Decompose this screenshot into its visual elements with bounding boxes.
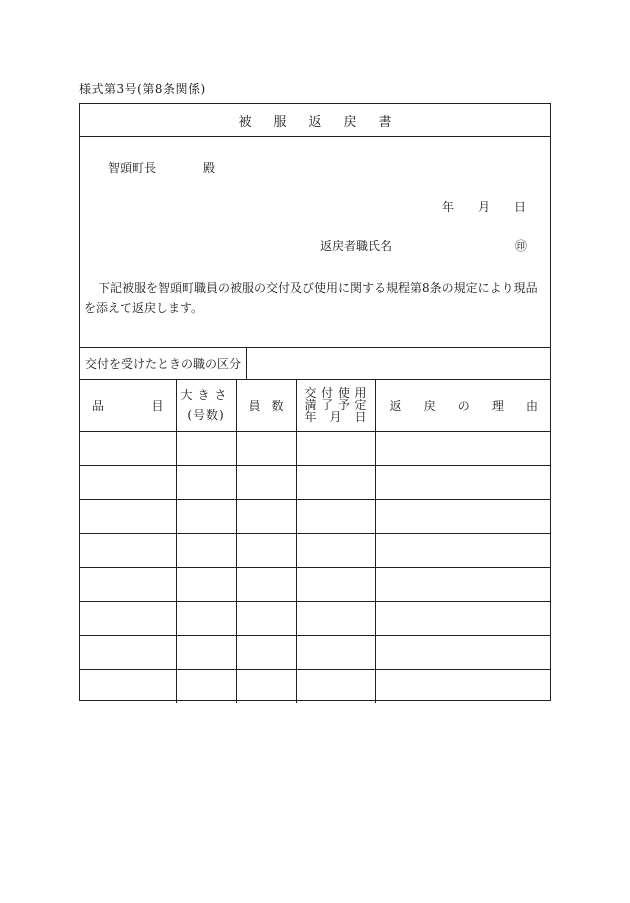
table-row <box>80 568 550 602</box>
cell-count[interactable] <box>236 432 296 466</box>
header-size: 大きさ (号数) <box>176 379 236 432</box>
cell-count[interactable] <box>236 602 296 636</box>
table-row <box>80 602 550 636</box>
job-class-row <box>80 347 550 380</box>
addressee-name: 智頭町長 <box>108 161 157 175</box>
cell-size[interactable] <box>176 670 236 704</box>
cell-reason[interactable] <box>375 670 550 704</box>
cell-reason[interactable] <box>375 432 550 466</box>
cell-count[interactable] <box>236 500 296 534</box>
cell-usage-end-date[interactable] <box>296 568 375 602</box>
cell-reason[interactable] <box>375 568 550 602</box>
form-number-label: 様式第3号(第8条関係) <box>79 82 206 96</box>
cell-usage-end-date[interactable] <box>296 466 375 500</box>
header-item: 品 目 <box>80 379 176 432</box>
form-frame <box>79 103 551 701</box>
cell-item[interactable] <box>80 602 176 636</box>
cell-item[interactable] <box>80 432 176 466</box>
cell-reason[interactable] <box>375 466 550 500</box>
cell-usage-end-date[interactable] <box>296 432 375 466</box>
table-header-row <box>80 379 550 432</box>
cell-size[interactable] <box>176 432 236 466</box>
cell-size[interactable] <box>176 568 236 602</box>
cell-usage-end-date[interactable] <box>296 602 375 636</box>
cell-usage-end-date[interactable] <box>296 534 375 568</box>
cell-item[interactable] <box>80 534 176 568</box>
cell-reason[interactable] <box>375 534 550 568</box>
seal-mark: ㊞ <box>514 239 527 253</box>
cell-count[interactable] <box>236 568 296 602</box>
addressee <box>108 159 215 176</box>
cell-count[interactable] <box>236 636 296 670</box>
cell-reason[interactable] <box>375 500 550 534</box>
cell-size[interactable] <box>176 602 236 636</box>
header-return-reason: 返 戻 の 理 由 <box>375 379 550 432</box>
job-class-label: 交付を受けたときの職の区分 <box>80 348 247 379</box>
returner-name-label: 返戻者職氏名 <box>320 239 393 253</box>
cell-size[interactable] <box>176 534 236 568</box>
body-text: 下記被服を智頭町職員の被服の交付及び使用に関する規程第8条の規定により現品を添えて返戻します。 <box>84 281 538 315</box>
date-line[interactable] <box>442 198 526 215</box>
cell-usage-end-date[interactable] <box>296 500 375 534</box>
cell-usage-end-date[interactable] <box>296 670 375 704</box>
date-year: 年 <box>441 200 454 214</box>
table-row <box>80 432 550 466</box>
date-month: 月 <box>477 200 490 214</box>
cell-size[interactable] <box>176 500 236 534</box>
cell-item[interactable] <box>80 466 176 500</box>
cell-reason[interactable] <box>375 602 550 636</box>
cell-item[interactable] <box>80 500 176 534</box>
addressee-honorific: 殿 <box>203 161 216 175</box>
cell-count[interactable] <box>236 534 296 568</box>
job-class-field[interactable] <box>247 348 550 379</box>
table-row <box>80 636 550 670</box>
cell-usage-end-date[interactable] <box>296 636 375 670</box>
table-row <box>80 500 550 534</box>
header-count: 員 数 <box>236 379 296 432</box>
cell-item[interactable] <box>80 568 176 602</box>
table-row <box>80 534 550 568</box>
cell-size[interactable] <box>176 636 236 670</box>
document-title: 被服返戻書 <box>80 104 550 137</box>
cell-count[interactable] <box>236 466 296 500</box>
cell-count[interactable] <box>236 670 296 704</box>
table-row <box>80 466 550 500</box>
header-usage-end-date: 交 付 使 用 満 了 予 定 年 月 日 <box>296 379 375 432</box>
cell-reason[interactable] <box>375 636 550 670</box>
cell-item[interactable] <box>80 670 176 704</box>
items-table <box>80 379 550 703</box>
cell-size[interactable] <box>176 466 236 500</box>
date-day: 日 <box>513 200 526 214</box>
cell-item[interactable] <box>80 636 176 670</box>
table-row <box>80 670 550 704</box>
